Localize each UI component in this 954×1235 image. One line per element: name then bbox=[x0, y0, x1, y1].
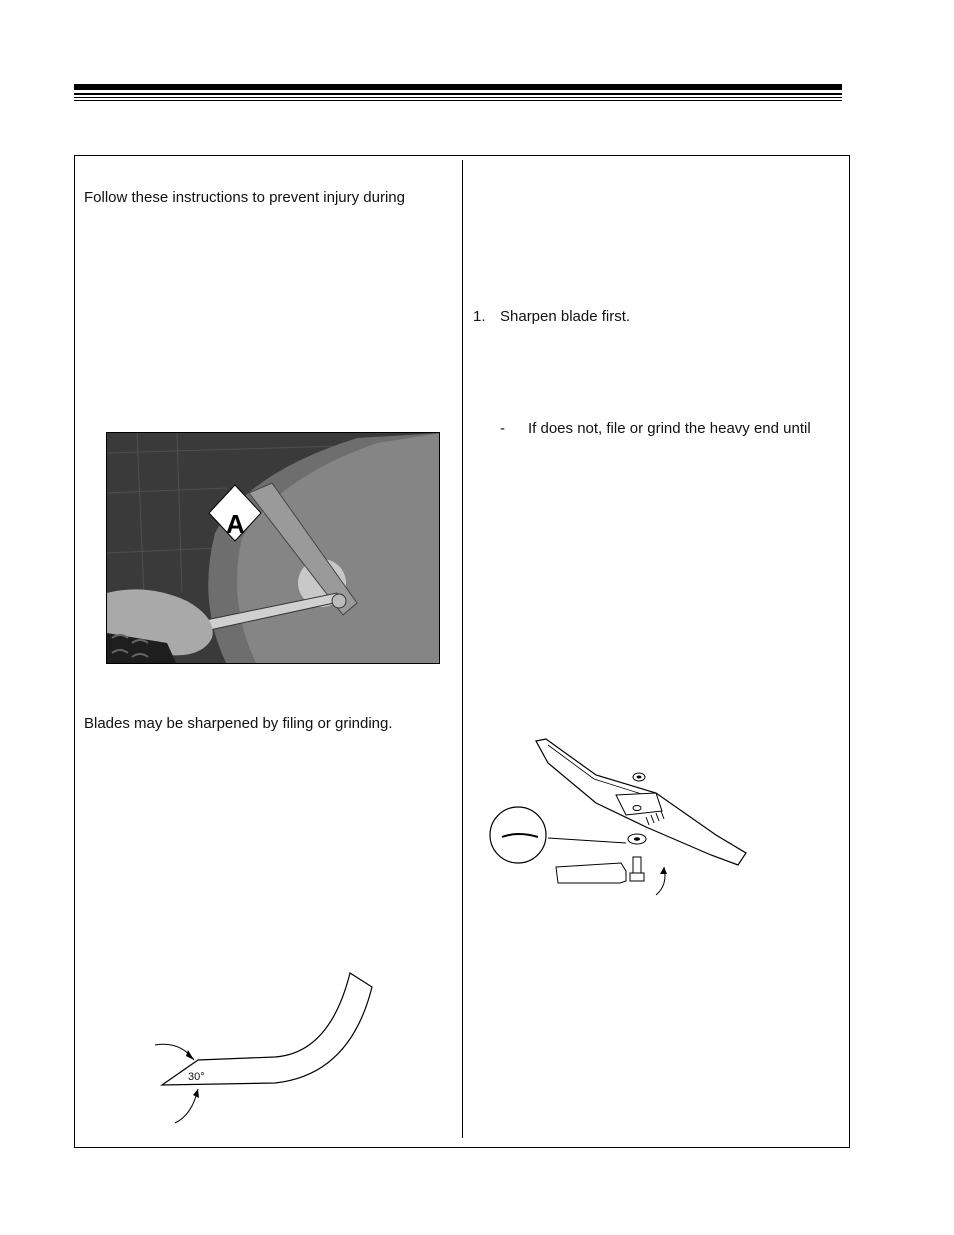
angle-label: 30° bbox=[188, 1071, 205, 1083]
header-rule-3 bbox=[74, 100, 842, 101]
header-rule-1 bbox=[74, 93, 842, 95]
blade-removal-photo bbox=[106, 432, 440, 664]
step-1-text: Sharpen blade first. bbox=[500, 308, 631, 325]
photo-illustration bbox=[107, 433, 440, 664]
photo-label-a: A bbox=[226, 509, 245, 539]
step-1-number: 1. bbox=[473, 308, 486, 325]
sub-bullet-marker: - bbox=[500, 420, 505, 437]
column-divider bbox=[462, 160, 463, 1138]
blade-angle-diagram bbox=[150, 965, 380, 1130]
header-rule-2 bbox=[74, 97, 842, 98]
intro-text: Follow these instructions to prevent injury during bbox=[84, 189, 405, 206]
header-rule-thick bbox=[74, 84, 842, 90]
sharpen-text: Blades may be sharpened by filing or grinding. bbox=[84, 715, 393, 732]
sub-bullet-text: If does not, file or grind the heavy end until bbox=[528, 420, 811, 437]
blade-assembly-diagram bbox=[486, 735, 751, 900]
